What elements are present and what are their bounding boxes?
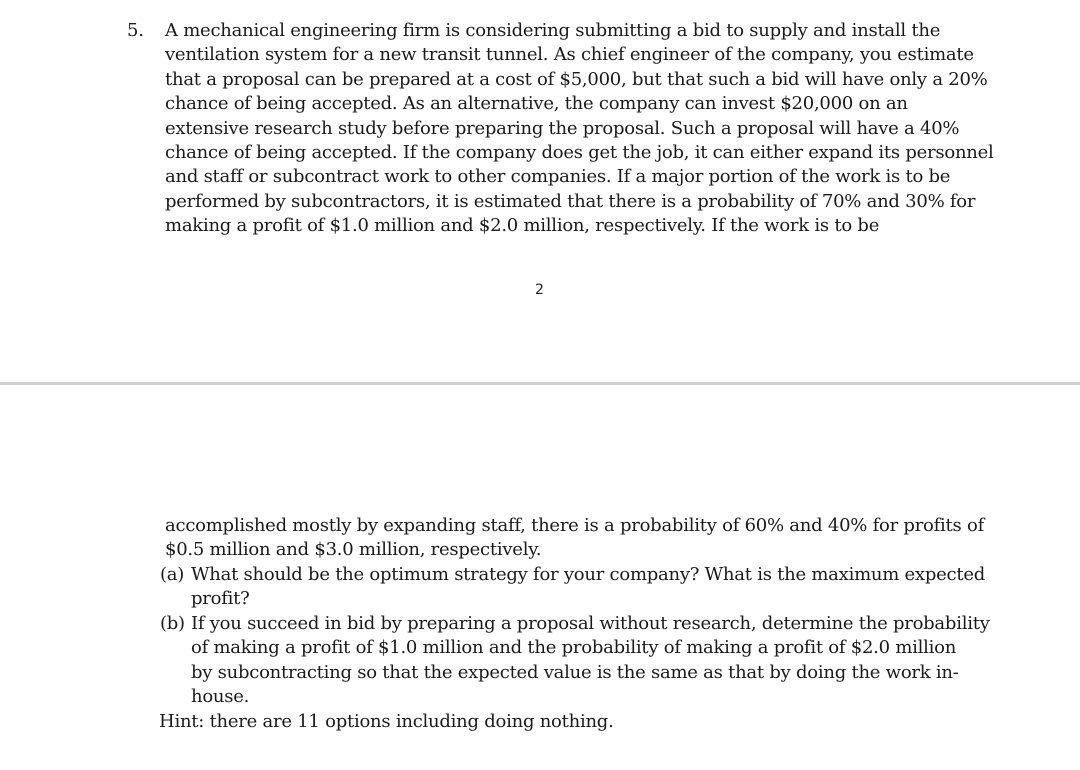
question-line: ventilation system for a new transit tunnel. As chief engineer of the company, you estimate bbox=[165, 44, 974, 66]
part-b-line: house. bbox=[191, 686, 250, 708]
part-b-text bbox=[191, 612, 990, 710]
question-line: that a proposal can be prepared at a cost of $5,000, but that such a bid will have only a 20% bbox=[165, 68, 988, 90]
hint-text: Hint: there are 11 options including doing nothing. bbox=[159, 711, 614, 732]
continuation-line: accomplished mostly by expanding staff, there is a probability of 60% and 40% for profits of bbox=[165, 515, 985, 536]
part-a-line: What should be the optimum strategy for your company? What is the maximum expected bbox=[191, 564, 985, 585]
question-line: performed by subcontractors, it is estimated that there is a probability of 70% and 30% for bbox=[165, 190, 976, 212]
part-a-line: profit? bbox=[191, 588, 250, 610]
question-number: 5. bbox=[127, 20, 144, 41]
question-line: and staff or subcontract work to other companies. If a major portion of the work is to be bbox=[165, 166, 951, 188]
part-b-line: If you succeed in bid by preparing a proposal without research, determine the probability bbox=[191, 613, 990, 634]
question-line: extensive research study before preparing the proposal. Such a proposal will have a 40% bbox=[165, 117, 960, 139]
continuation-line: $0.5 million and $3.0 million, respectively. bbox=[165, 539, 542, 561]
part-b-label: (b) bbox=[160, 613, 185, 634]
part-b-line: of making a profit of $1.0 million and the probability of making a profit of $2.0 million bbox=[191, 637, 957, 659]
part-b-line: by subcontracting so that the expected value is the same as that by doing the work in- bbox=[191, 661, 959, 683]
page-number: 2 bbox=[535, 282, 544, 298]
part-a-label: (a) bbox=[160, 564, 185, 585]
part-a-text bbox=[191, 563, 985, 612]
page-top bbox=[0, 0, 1080, 383]
question-line: chance of being accepted. If the company does get the job, it can either expand its personnel bbox=[165, 142, 994, 164]
question-body bbox=[165, 19, 1065, 239]
question-line: making a profit of $1.0 million and $2.0 million, respectively. If the work is to be bbox=[165, 215, 880, 237]
question-continuation bbox=[165, 514, 984, 563]
question-line: A mechanical engineering firm is considering submitting a bid to supply and install the bbox=[165, 20, 941, 41]
question-line: chance of being accepted. As an alternative, the company can invest $20,000 on an bbox=[165, 93, 908, 115]
